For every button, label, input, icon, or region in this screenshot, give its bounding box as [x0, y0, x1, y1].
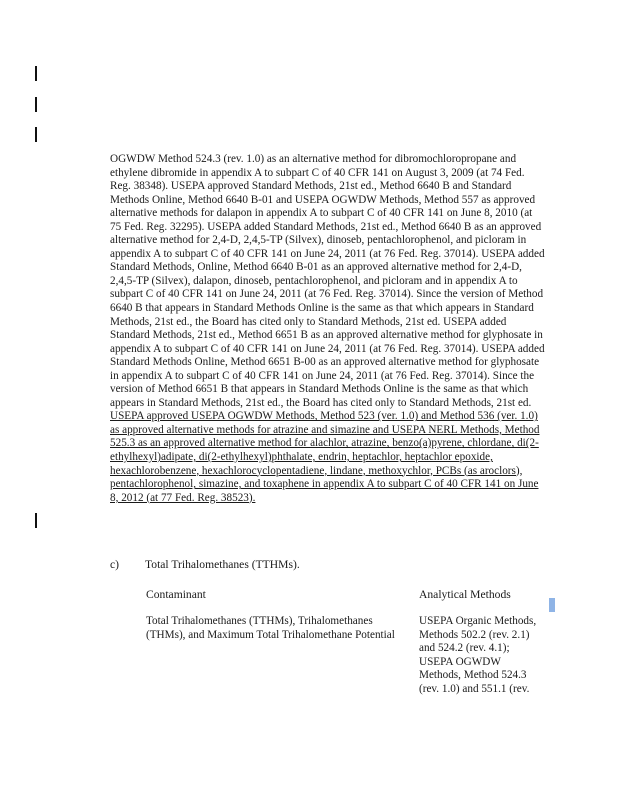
margin-marker: [549, 598, 555, 612]
section-letter: c): [110, 558, 120, 571]
existing-text: OGWDW Method 524.3 (rev. 1.0) as an alternative method for dibromochloropropane and ethylene dibromide in appendix A to subpart C of 40 CFR 141 on August 3, 2009 (at 74 Fed. Reg. 38348). USEPA approved Standard Methods, 21st ed., Method 6640 B and Standard Methods Online, Method 6640 B-01 and USEPA OGWDW Methods, Method 557 as approved alternative methods for dalapon in appendix A to subpart C of 40 CFR 141 on June 8, 2010 (at 75 Fed. Reg. 32295). USEPA added Standard Methods, 21st ed., Method 6640 B as an approved alternative method for 2,4-D, 2,4,5-TP (Silvex), dinoseb, pentachlorophenol, and picloram in appendix A to subpart C of 40 CFR 141 on June 24, 2011 (at 76 Fed. Reg. 37014). USEPA added Standard Methods, Online, Method 6640 B-01 as an approved alternative method for 2,4-D, 2,4,5-TP (Silvex), dalapon, dinoseb, pentachlorophenol, and picloram and in appendix A to subpart C of 40 CFR 141 on June 24, 2011 (at 76 Fed. Reg. 37014). Since the version of Method 6640 B that appears in Standard Methods Online is the same as that which appears in Standard Methods, 21st ed., the Board has cited only to Standard Methods, 21st ed. USEPA added Standard Methods, 21st ed., Method 6651 B as an approved alternative method for glyphosate in appendix A to subpart C of 40 CFR 141 on June 24, 2011 (at 76 Fed. Reg. 37014). USEPA added Standard Methods Online, Method 6651 B-00 as an approved alternative method for glyphosate in appendix A to subpart C of 40 CFR 141 on June 24, 2011 (at 76 Fed. Reg. 37014). Since the version of Method 6651 B that appears in Standard Methods Online is the same as that which appears in Standard Methods, 21st ed., the Board has cited only to Standard Methods, 21st ed.: [110, 153, 545, 409]
table-cell-methods: USEPA Organic Methods, Methods 502.2 (rev. 2.1) and 524.2 (rev. 4.1); USEPA OGWDW Methods, Method 524.3 (rev. 1.0) and 551.1 (rev.: [419, 615, 537, 695]
table-header-methods: Analytical Methods: [419, 588, 511, 601]
section-title: Total Trihalomethanes (TTHMs).: [145, 558, 300, 571]
table-cell-contaminant: Total Trihalomethanes (TTHMs), Trihalomethanes (THMs), and Maximum Total Trihalomethane Potential: [146, 615, 395, 641]
revision-bar: [35, 513, 37, 528]
table-header-contaminant: Contaminant: [146, 588, 206, 601]
revision-bar: [35, 97, 37, 112]
body-paragraph: [110, 153, 545, 505]
revision-bar: [35, 127, 37, 142]
inserted-text: USEPA approved USEPA OGWDW Methods, Method 523 (ver. 1.0) and Method 536 (ver. 1.0) as approved alternative methods for atrazine and simazine and USEPA NERL Methods, Method 525.3 as an approved alternative method for alachlor, atrazine, benzo(a)pyrene, chlordane, di(2-ethylhexyl)adipate, di(2-ethylhexyl)phthalate, endrin, heptachlor, heptachlor epoxide, hexachlorobenzene, hexachlorocyclopentadiene, lindane, methoxychlor, PCBs (as aroclors), pentachlorophenol, simazine, and toxaphene in appendix A to subpart C of 40 CFR 141 on June 8, 2012 (at 77 Fed. Reg. 38523).: [110, 410, 540, 504]
revision-bar: [35, 66, 37, 81]
